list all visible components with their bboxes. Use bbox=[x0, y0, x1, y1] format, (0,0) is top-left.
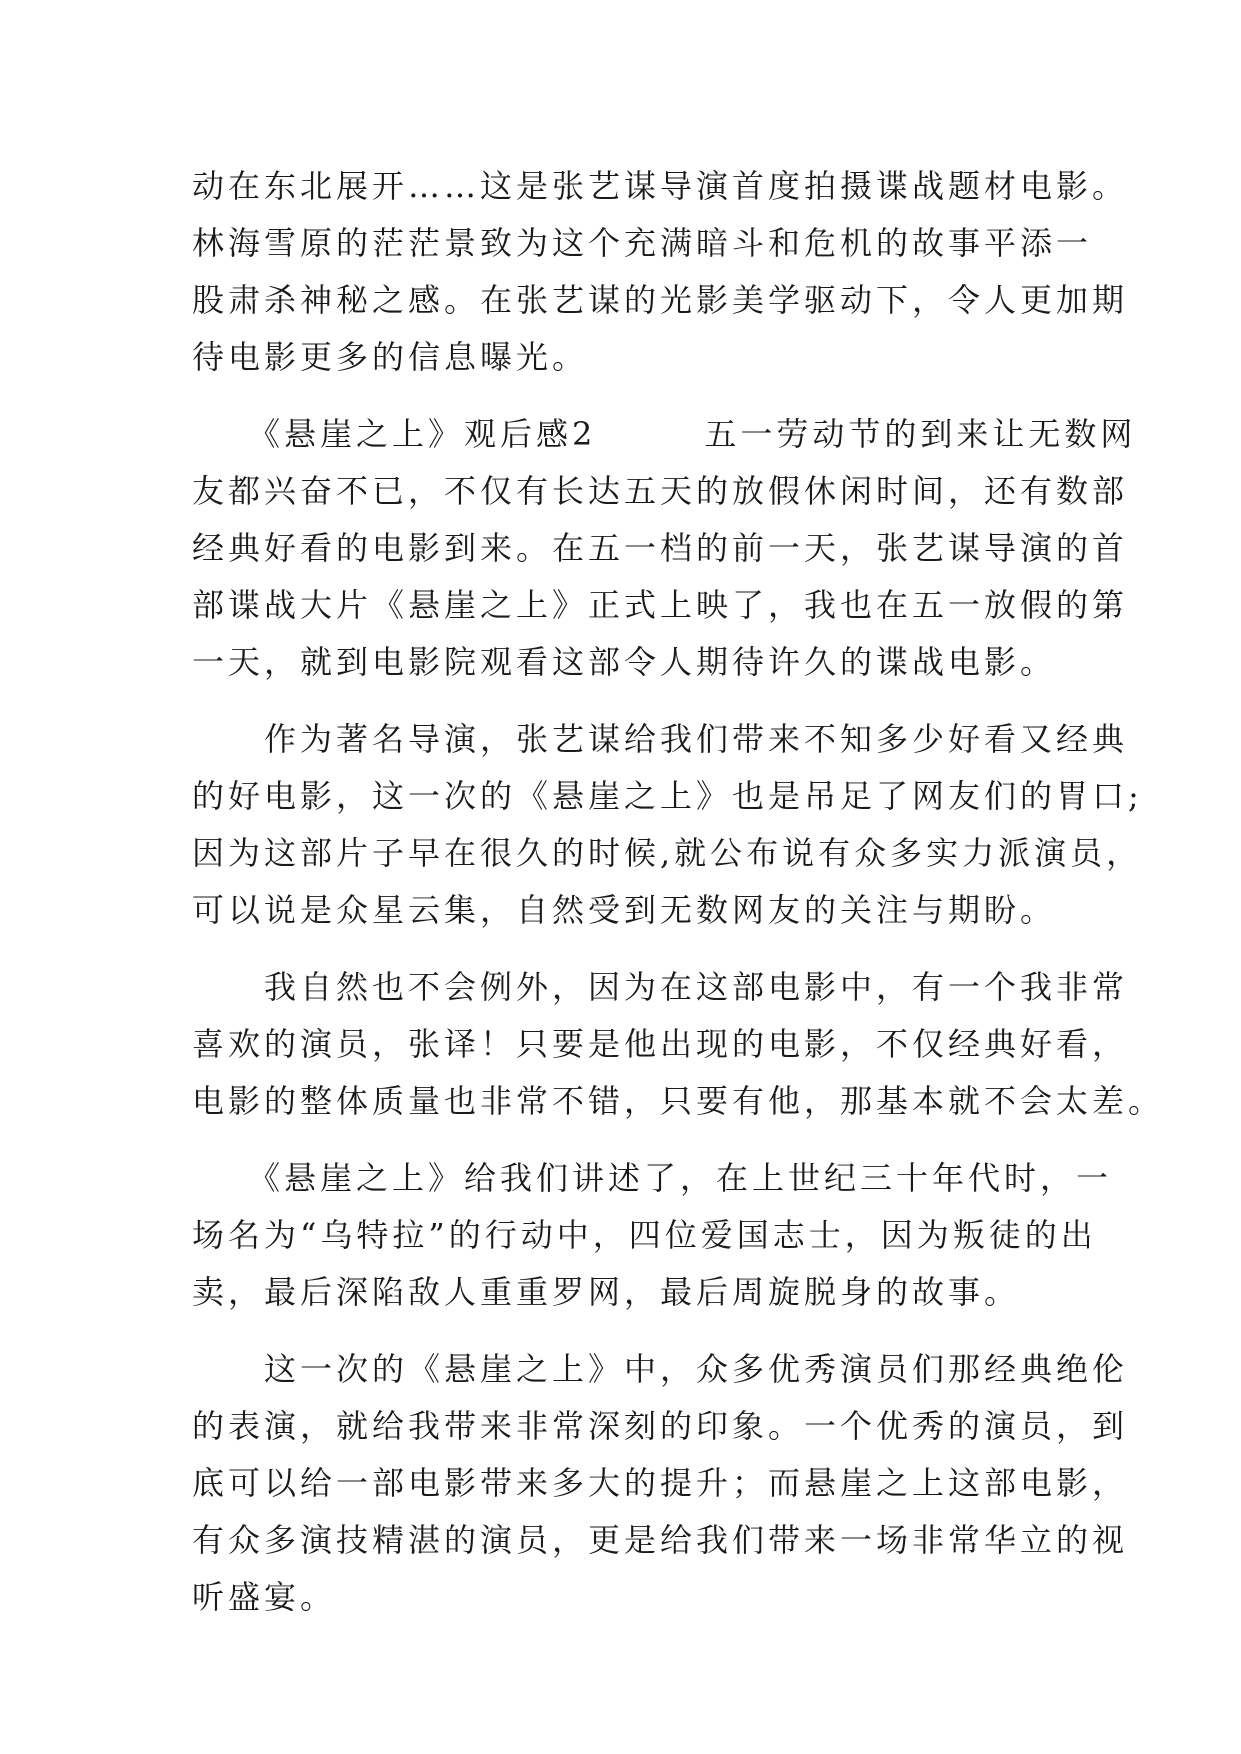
text-line: 《悬崖之上》给我们讲述了，在上世纪三十年代时，一 bbox=[192, 1159, 1113, 1197]
document-body bbox=[192, 158, 1165, 1626]
text-line: 喜欢的演员，张译！只要是他出现的电影，不仅经典好看， bbox=[192, 1025, 1129, 1063]
paragraph bbox=[192, 406, 1137, 691]
text-line: 待电影更多的信息曝光。 bbox=[192, 338, 589, 376]
text-line: 林海雪原的茫茫景致为这个充满暗斗和危机的故事平添一 bbox=[192, 224, 1093, 262]
text-line: 经典好看的电影到来。在五一档的前一天，张艺谋导演的首 bbox=[192, 529, 1129, 567]
text-line: 股肃杀神秘之感。在张艺谋的光影美学驱动下，令人更加期 bbox=[192, 281, 1129, 319]
text-line: 可以说是众星云集，自然受到无数网友的关注与期盼。 bbox=[192, 891, 1057, 929]
paragraph bbox=[192, 959, 1165, 1130]
text-line: 因为这部片子早在很久的时候,就公布说有众多实力派演员， bbox=[192, 834, 1143, 872]
text-line: 有众多演技精湛的演员，更是给我们带来一场非常华立的视 bbox=[192, 1521, 1129, 1559]
text-line: 友都兴奋不已，不仅有长达五天的放假休闲时间，还有数部 bbox=[192, 472, 1129, 510]
text-line: 《悬崖之上》观后感2 五一劳动节的到来让无数网 bbox=[192, 415, 1137, 453]
text-line: 电影的整体质量也非常不错，只要有他，那基本就不会太差。 bbox=[192, 1082, 1165, 1120]
text-line: 这一次的《悬崖之上》中，众多优秀演员们那经典绝伦 bbox=[192, 1350, 1129, 1388]
text-line: 一天，就到电影院观看这部令人期待许久的谍战电影。 bbox=[192, 643, 1057, 681]
text-line: 部谍战大片《悬崖之上》正式上映了，我也在五一放假的第 bbox=[192, 586, 1129, 624]
text-line: 的表演，就给我带来非常深刻的印象。一个优秀的演员，到 bbox=[192, 1407, 1129, 1445]
paragraph bbox=[192, 158, 1129, 386]
text-line: 动在东北展开……这是张艺谋导演首度拍摄谍战题材电影。 bbox=[192, 167, 1129, 205]
text-line: 听盛宴。 bbox=[192, 1578, 337, 1616]
text-line: 卖，最后深陷敌人重重罗网，最后周旋脱身的故事。 bbox=[192, 1273, 1021, 1311]
text-line: 场名为“乌特拉”的行动中，四位爱国志士，因为叛徒的出 bbox=[192, 1216, 1097, 1254]
paragraph bbox=[192, 1150, 1113, 1321]
text-line: 我自然也不会例外，因为在这部电影中，有一个我非常 bbox=[192, 968, 1129, 1006]
paragraph bbox=[192, 711, 1143, 939]
text-line: 作为著名导演，张艺谋给我们带来不知多少好看又经典 bbox=[192, 720, 1129, 758]
text-line: 的好电影，这一次的《悬崖之上》也是吊足了网友们的胃口; bbox=[192, 777, 1143, 815]
paragraph bbox=[192, 1341, 1129, 1626]
text-line: 底可以给一部电影带来多大的提升；而悬崖之上这部电影， bbox=[192, 1464, 1129, 1502]
